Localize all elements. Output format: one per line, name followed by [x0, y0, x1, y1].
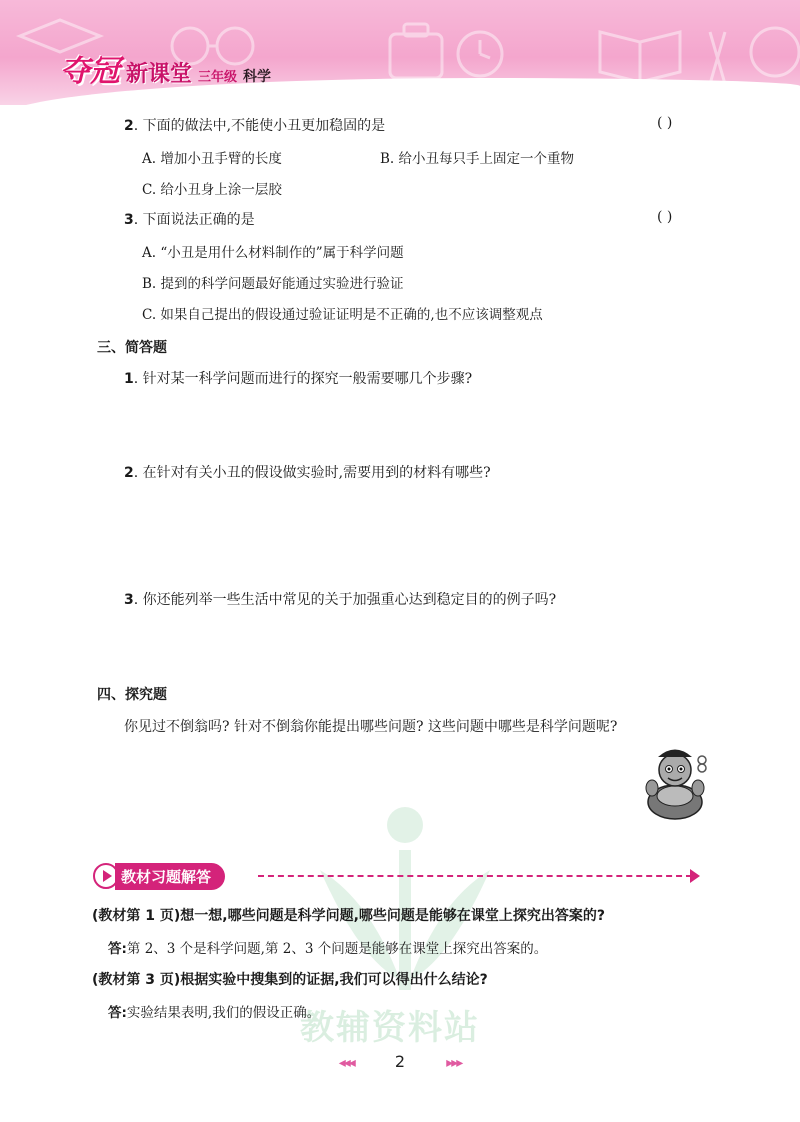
question-number: 1 [124, 371, 134, 387]
question-text: . 在针对有关小丑的假设做实验时,需要用到的材料有哪些? [133, 465, 491, 481]
brand-sub: 新课堂 [126, 62, 193, 87]
question-number: 3 [124, 592, 134, 608]
page-footer [0, 1052, 800, 1071]
question-text: . 针对某一科学问题而进行的探究一般需要哪几个步骤? [133, 371, 473, 387]
banner-divider [258, 875, 692, 877]
textbook-question-2 [92, 969, 488, 989]
answer-label: 答: [108, 941, 127, 957]
question-text: . 你还能列举一些生活中常见的关于加强重心达到稳定目的的例子吗? [133, 592, 557, 608]
question-number: 2 [124, 118, 134, 134]
answer-text: 第 2、3 个是科学问题,第 2、3 个问题是能够在课堂上探究出答案的。 [126, 941, 548, 957]
answer-paren: ( ) [657, 115, 673, 131]
textbook-answers-banner [93, 862, 225, 890]
short-answer-2 [124, 462, 491, 482]
textbook-question-1 [92, 905, 605, 925]
question-2 [124, 115, 385, 135]
prev-arrows-icon: ◂◂◂ [338, 1055, 354, 1071]
textbook-ref: (教材第 1 页) [92, 908, 181, 924]
question-text: . 下面的做法中,不能使小丑更加稳固的是 [133, 118, 386, 134]
banner-label: 教材习题解答 [115, 863, 225, 890]
section-title-short-answer: 三、简答题 [97, 340, 167, 356]
answer-paren: ( ) [657, 209, 673, 225]
page-number: 2 [394, 1052, 406, 1071]
option-a: A. 增加小丑手臂的长度 [142, 151, 282, 167]
question-number: 3 [124, 212, 134, 228]
answer-label: 答: [108, 1005, 127, 1021]
subject-label: 科学 [243, 69, 272, 85]
textbook-ref: (教材第 3 页) [92, 972, 181, 988]
short-answer-3 [124, 589, 556, 609]
textbook-answer-2 [108, 1001, 320, 1021]
short-answer-1 [124, 368, 472, 388]
option-c: C. 如果自己提出的假设通过验证证明是不正确的,也不应该调整观点 [142, 307, 543, 323]
question-text: . 下面说法正确的是 [133, 212, 255, 228]
option-b: B. 给小丑每只手上固定一个重物 [380, 151, 575, 167]
textbook-answer-1 [108, 937, 547, 957]
answer-text: 实验结果表明,我们的假设正确。 [126, 1005, 321, 1021]
brand-main: 夺冠 [60, 54, 120, 89]
brand-logo [60, 46, 271, 90]
inquiry-text: 你见过不倒翁吗? 针对不倒翁你能提出哪些问题? 这些问题中哪些是科学问题呢? [124, 719, 618, 735]
textbook-question-text: 根据实验中搜集到的证据,我们可以得出什么结论? [180, 972, 488, 988]
option-b: B. 提到的科学问题最好能通过实验进行验证 [142, 276, 404, 292]
tumbler-illustration [640, 740, 710, 820]
option-c: C. 给小丑身上涂一层胶 [142, 182, 282, 198]
question-3 [124, 209, 255, 229]
arrow-right-icon [690, 869, 700, 883]
textbook-question-text: 想一想,哪些问题是科学问题,哪些问题是能够在课堂上探究出答案的? [180, 908, 606, 924]
question-number: 2 [124, 465, 134, 481]
section-title-inquiry: 四、探究题 [97, 687, 167, 703]
page-header [0, 0, 800, 105]
next-arrows-icon: ▸▸▸ [446, 1055, 462, 1071]
option-a: A. “小丑是用什么材料制作的”属于科学问题 [142, 245, 404, 261]
grade-label: 三年级 [198, 70, 238, 85]
watermark-text: 教辅资料站 [300, 1008, 480, 1048]
